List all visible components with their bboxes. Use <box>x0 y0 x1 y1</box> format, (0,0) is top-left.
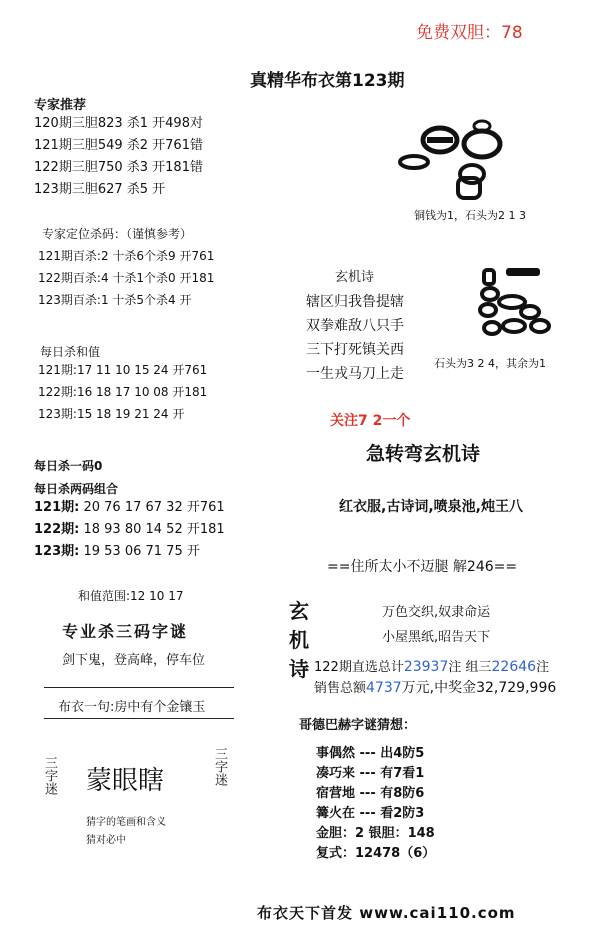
list-item: 123期:15 18 19 21 24 开 <box>38 407 185 421</box>
list-item: 121期百杀:2 十杀6个杀9 开761 <box>38 249 215 263</box>
list-item: 123期百杀:1 十杀5个杀4 开 <box>38 293 192 307</box>
daily-one: 每日杀一码0 <box>34 459 103 473</box>
guess-left-label: 三字迷 <box>42 756 57 795</box>
guess-right-label: 三字迷 <box>212 747 227 786</box>
sum-kill-heading: 每日杀和值 <box>40 345 101 359</box>
poem-lines <box>306 290 404 386</box>
experts-list <box>34 113 203 201</box>
xuanji-line-1: 万色交织,奴隶命运 <box>382 605 491 620</box>
guess-note-1: 猜字的笔画和含义 <box>86 817 166 828</box>
xuanji-line-2: 小屋黑纸,昭告天下 <box>382 630 491 645</box>
sales-line-2: 销售总额4737万元,中奖金32,729,996 <box>314 680 557 696</box>
poem-title: 玄机诗 <box>335 270 375 285</box>
list-item: 123期三胆627 杀5 开 <box>34 182 166 197</box>
list-item: 事偶然 --- 出4防5 <box>316 746 425 761</box>
xuanji-side: 玄 机 诗 <box>289 599 309 681</box>
coins-caption-2: 石头为3 2 4，其余为1 <box>434 357 546 370</box>
list-item: 凑巧来 --- 有7看1 <box>316 766 425 781</box>
list-item: 复式：12478（6） <box>316 846 436 861</box>
guess-word: 蒙眼瞎 <box>86 766 165 796</box>
turn-poem-title: 急转弯玄机诗 <box>366 443 481 465</box>
list-item: 宿营地 --- 有8防6 <box>316 786 425 801</box>
list-item: 122期三胆750 杀3 开181错 <box>34 160 203 175</box>
footer-text: 布衣天下首发 www.cai110.com <box>257 904 516 922</box>
free-double-label: 免费双胆：78 <box>416 23 523 43</box>
list-item: 122期: 18 93 80 14 52 开181 <box>34 522 225 537</box>
position-list <box>38 245 214 311</box>
list-item: 120期三胆823 杀1 开498对 <box>34 116 203 131</box>
guess-note-2: 猜对必中 <box>86 835 126 846</box>
divider <box>44 687 234 688</box>
poem-line: 辖区归我鲁提辖 <box>306 294 404 310</box>
poem-line: 三下打死镇关西 <box>306 342 404 358</box>
list-item: 121期: 20 76 17 67 32 开761 <box>34 500 225 515</box>
riddle3-text: 剑下鬼，登高峰，停车位 <box>62 653 206 668</box>
coins-picture-1 <box>380 102 550 204</box>
daily-two: 每日杀两码组合 <box>34 482 119 496</box>
divider <box>44 718 234 719</box>
riddle3-title: 专业杀三码字谜 <box>62 622 189 641</box>
poem-line: 一生戎马刀上走 <box>306 366 404 382</box>
focus-label: 关注7 2一个 <box>330 413 411 429</box>
gode-title: 哥德巴赫字谜猜想： <box>299 718 417 733</box>
live-riddle: ==住所太小不迈腿 解246== <box>327 559 518 575</box>
coins-caption-1: 铜钱为1，石头为2 1 3 <box>414 209 526 222</box>
list-item: 121期三胆549 杀2 开761错 <box>34 138 203 153</box>
sum-kill-list <box>38 359 207 425</box>
poem-line: 双拳难敌八只手 <box>306 318 404 334</box>
coins-picture-2 <box>470 262 560 346</box>
sum-range: 和值范围:12 10 17 <box>78 589 184 603</box>
list-item: 篝火在 --- 看2防3 <box>316 806 425 821</box>
list-item: 122期百杀:4 十杀1个杀0 开181 <box>38 271 215 285</box>
page-title: 真精华布衣第123期 <box>250 71 405 91</box>
gode-list <box>316 744 435 864</box>
list-item: 金胆：2 银胆：148 <box>316 826 435 841</box>
turn-poem-text: 红衣服,古诗词,喷泉池,炖王八 <box>339 499 523 515</box>
list-item: 121期:17 11 10 15 24 开761 <box>38 363 208 377</box>
position-heading: 专家定位杀码：（谨慎参考） <box>42 227 193 241</box>
list-item: 123期: 19 53 06 71 75 开 <box>34 544 200 559</box>
buyi-line: 布衣一句:房中有个金镶玉 <box>58 700 206 715</box>
sales-line-1: 122期直选总计23937注 组三22646注 <box>314 659 550 675</box>
experts-heading: 专家推荐 <box>34 98 87 113</box>
list-item: 122期:16 18 17 10 08 开181 <box>38 385 208 399</box>
daily-list <box>34 497 225 563</box>
